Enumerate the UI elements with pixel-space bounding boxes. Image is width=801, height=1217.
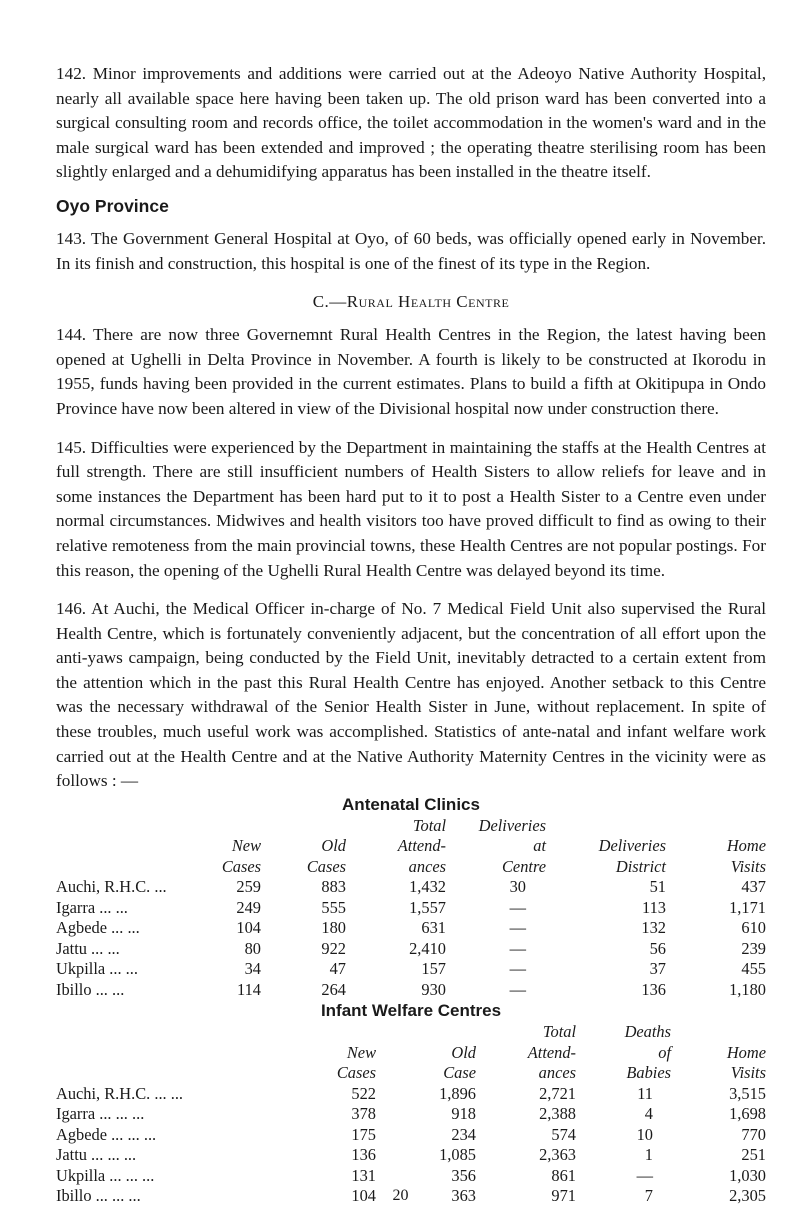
header-blank [56, 816, 176, 878]
cell-old: 1,896 [439, 1083, 476, 1103]
page-number: 20 [392, 1187, 409, 1204]
cell-home-visits: 1,171 [729, 897, 766, 917]
cell-new: 249 [236, 897, 261, 917]
row-name: Agbede ... ... [56, 918, 140, 938]
cell-total: 971 [551, 1186, 576, 1206]
cell-home-visits: 610 [741, 918, 766, 938]
cell-total: 1,432 [409, 877, 446, 897]
paragraph-144: 144. There are now three Governemnt Rural Health Centres in the Region, the latest having been opened at Ughelli in Delta Province in November. A fourth is likely to be constructed at Ikorodu in 1955, funds having been provided in the current estimates. Plans to build a fifth at Okitipupa in Ondo Province have now been altered in view of the Divisional hospital now under construction there. [56, 325, 766, 418]
paragraph-146: 146. At Auchi, the Medical Officer in-charge of No. 7 Medical Field Unit also supervised the Rural Health Centre, which is fortunately conveniently adjacent, but the concentration of all effort upon the anti-yaws campaign, being conducted by the Field Unit, inevitably detracted to a certain extent from the attention which in the past this Rural Health Centre has enjoyed. Another setback to this Centre was the necessary withdrawal of the Senior Health Sister in June, without replacement. In spite of these troubles, much useful work was accomplished. Statistics of ante-natal and infant welfare work carried out at the Health Centre and at the Native Authority Maternity Centres in the vicinity were as follows : — [56, 599, 766, 791]
cell-total: 2,388 [539, 1104, 576, 1124]
paragraph-142: 142. Minor improvements and additions were carried out at the Adeoyo Native Authority Hospital, nearly all available space here having been taken up. The old prison ward has been converted into a surgical consulting room and records office, the toilet accommodation in the women's ward and in the male surgical ward has been extended and improved ; the operating theatre sterilising room has been slightly enlarged and a dehumidifying apparatus has been installed in the theatre itself. [56, 64, 766, 182]
row-name: Agbede ... ... ... [56, 1124, 157, 1144]
table-row [56, 1125, 766, 1146]
infant-welfare-table [56, 1022, 766, 1207]
cell-old: 918 [451, 1104, 476, 1124]
section-heading: C.—Rural Health Centre [312, 292, 510, 312]
cell-new: 378 [351, 1104, 376, 1124]
cell-deaths: 1 [644, 1145, 653, 1165]
cell-new: 175 [351, 1124, 376, 1144]
cell-deaths: 7 [644, 1186, 653, 1206]
table-row [56, 939, 766, 960]
header-deaths-of-babies: Deaths of Babies [624, 1022, 671, 1083]
header-blank [56, 1022, 276, 1084]
cell-old: 1,085 [439, 1145, 476, 1165]
table-row [56, 1084, 766, 1105]
infant-header-row [56, 1022, 766, 1084]
cell-total: 1,557 [409, 897, 446, 917]
document-page [56, 62, 766, 1207]
cell-deliveries-centre: 30 [509, 877, 526, 897]
cell-old: 264 [321, 979, 346, 999]
header-new-cases: New Cases [221, 836, 261, 876]
province-heading: Oyo Province [56, 195, 169, 216]
cell-total: 861 [551, 1165, 576, 1185]
cell-total: 157 [421, 959, 446, 979]
header-total-attendances: Total Attend- ances [397, 815, 446, 876]
row-name: Ibillo ... ... [56, 979, 125, 999]
table-row [56, 959, 766, 980]
cell-deliveries-district: 51 [649, 877, 666, 897]
header-old-cases: Old Cases [306, 836, 346, 876]
cell-deliveries-centre: — [509, 938, 526, 958]
cell-home-visits: 1,030 [729, 1165, 766, 1185]
cell-new: 80 [244, 938, 261, 958]
cell-new: 136 [351, 1145, 376, 1165]
row-name: Jattu ... ... [56, 938, 120, 958]
row-name: Ukpilla ... ... [56, 959, 138, 979]
row-name: Auchi, R.H.C. ... ... [56, 1083, 184, 1103]
row-name: Igarra ... ... ... [56, 1104, 145, 1124]
cell-deliveries-district: 56 [649, 938, 666, 958]
cell-deliveries-district: 136 [641, 979, 666, 999]
row-name: Ibillo ... ... ... [56, 1186, 141, 1206]
cell-new: 34 [244, 959, 261, 979]
cell-total: 2,363 [539, 1145, 576, 1165]
table-row [56, 898, 766, 919]
row-name: Igarra ... ... [56, 897, 128, 917]
cell-deliveries-centre: — [509, 897, 526, 917]
cell-home-visits: 1,698 [729, 1104, 766, 1124]
cell-new: 104 [236, 918, 261, 938]
cell-total: 2,410 [409, 938, 446, 958]
cell-deaths: 4 [644, 1104, 653, 1124]
cell-home-visits: 437 [741, 877, 766, 897]
cell-new: 522 [351, 1083, 376, 1103]
cell-deliveries-district: 132 [641, 918, 666, 938]
table-row [56, 1166, 766, 1187]
cell-total: 631 [421, 918, 446, 938]
cell-new: 131 [351, 1165, 376, 1185]
paragraph-143: 143. The Government General Hospital at Oyo, of 60 beds, was officially opened early in November. In its finish and construction, this hospital is one of the finest of its type in the Region. [56, 228, 766, 273]
cell-total: 574 [551, 1124, 576, 1144]
cell-old: 180 [321, 918, 346, 938]
cell-home-visits: 1,180 [729, 979, 766, 999]
cell-deliveries-centre: — [509, 918, 526, 938]
header-deliveries-centre: Deliveries at Centre [478, 815, 546, 876]
cell-deliveries-district: 37 [649, 959, 666, 979]
cell-home-visits: 770 [741, 1124, 766, 1144]
cell-total: 930 [421, 979, 446, 999]
header-home-visits: Home Visits [726, 1042, 766, 1083]
cell-deaths: 10 [636, 1124, 653, 1144]
cell-old: 47 [329, 959, 346, 979]
cell-deaths: — [636, 1165, 653, 1185]
table-row [56, 1145, 766, 1166]
header-home-visits: Home Visits [726, 836, 766, 876]
row-name: Ukpilla ... ... ... [56, 1165, 155, 1185]
cell-old: 883 [321, 877, 346, 897]
header-old-case: Old Case [443, 1042, 476, 1083]
cell-deliveries-centre: — [509, 979, 526, 999]
row-name: Auchi, R.H.C. ... [56, 877, 167, 897]
cell-old: 555 [321, 897, 346, 917]
table-row [56, 1104, 766, 1125]
table-row [56, 918, 766, 939]
cell-home-visits: 455 [741, 959, 766, 979]
cell-total: 2,721 [539, 1083, 576, 1103]
cell-old: 922 [321, 938, 346, 958]
header-deliveries-district: Deliveries District [598, 836, 666, 876]
header-new-cases: New Cases [336, 1042, 376, 1083]
cell-old: 363 [451, 1186, 476, 1206]
cell-deliveries-district: 113 [642, 897, 666, 917]
header-total-attendances: Total Attend- ances [527, 1022, 576, 1083]
cell-new: 259 [236, 877, 261, 897]
antenatal-table [56, 816, 766, 1001]
table-row [56, 980, 766, 1001]
table-row [56, 877, 766, 898]
paragraph-145: 145. Difficulties were experienced by the Department in maintaining the staffs at the Health Centres at full strength. There are still insufficient numbers of Health Sisters to allow reliefs for leave and in some instances the Department has been hard put to it to post a Health Sister to a Centre even under normal circumstances. Midwives and health visitors too have proved difficult to find as owing to their relative remoteness from the main provincial towns, these Health Centres are not popular postings. For this reason, the opening of the Ughelli Rural Health Centre was delayed beyond its time. [56, 437, 766, 580]
cell-deliveries-centre: — [509, 959, 526, 979]
cell-new: 114 [237, 979, 261, 999]
cell-old: 356 [451, 1165, 476, 1185]
cell-home-visits: 251 [741, 1145, 766, 1165]
row-name: Jattu ... ... ... [56, 1145, 137, 1165]
cell-home-visits: 3,515 [729, 1083, 766, 1103]
cell-home-visits: 2,305 [729, 1186, 766, 1206]
antenatal-header-row [56, 816, 766, 878]
antenatal-table-title: Antenatal Clinics [342, 794, 480, 814]
cell-new: 104 [351, 1186, 376, 1206]
cell-deaths: 11 [637, 1083, 653, 1103]
infant-table-title: Infant Welfare Centres [320, 1001, 502, 1021]
cell-old: 234 [451, 1124, 476, 1144]
cell-home-visits: 239 [741, 938, 766, 958]
